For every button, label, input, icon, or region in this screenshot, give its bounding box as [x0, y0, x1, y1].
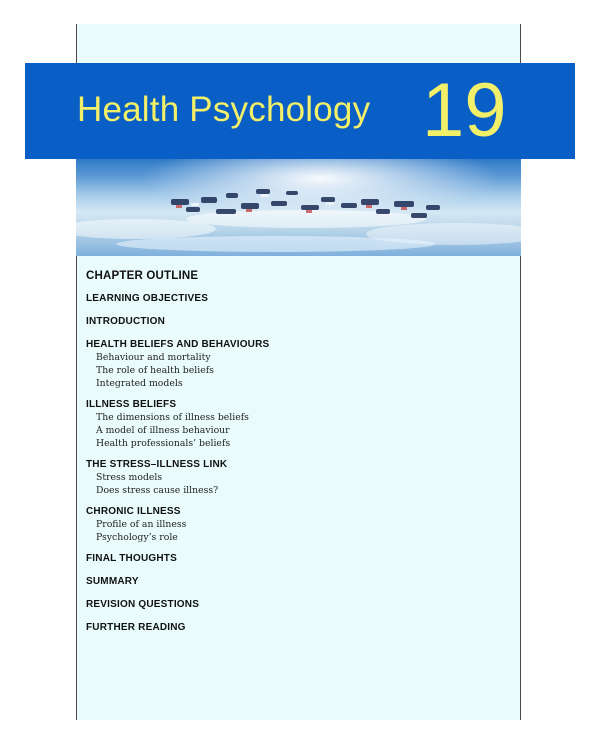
section-sub-item: Integrated models	[96, 378, 183, 389]
outline-section	[86, 599, 506, 611]
section-title: FINAL THOUGHTS	[86, 553, 177, 564]
outline-section	[86, 506, 506, 544]
outline-section	[86, 293, 506, 305]
section-sub-item: Behaviour and mortality	[96, 352, 211, 363]
section-sub-item: Does stress cause illness?	[96, 485, 219, 496]
outline-section	[86, 316, 506, 328]
section-sub-item: The dimensions of illness beliefs	[96, 412, 249, 423]
section-title: INTRODUCTION	[86, 316, 166, 327]
outline-section	[86, 622, 506, 634]
section-title: LEARNING OBJECTIVES	[86, 293, 209, 304]
section-sub-item: Profile of an illness	[96, 519, 187, 530]
outline-section	[86, 339, 506, 390]
chapter-image	[76, 159, 521, 256]
section-title: REVISION QUESTIONS	[86, 599, 200, 610]
outline-section	[86, 576, 506, 588]
outline-sections	[86, 293, 506, 634]
section-sub-item: Stress models	[96, 472, 163, 483]
chapter-title: Health Psychology	[77, 90, 371, 129]
chapter-number: 19	[422, 68, 507, 153]
section-title: THE STRESS–ILLNESS LINK	[86, 459, 228, 470]
section-title: ILLNESS BELIEFS	[86, 399, 177, 410]
section-sub-item: A model of illness behaviour	[96, 425, 230, 436]
sky-figures-image	[76, 159, 521, 256]
section-title: HEALTH BELIEFS AND BEHAVIOURS	[86, 339, 270, 350]
chapter-banner	[25, 63, 575, 159]
section-title: FURTHER READING	[86, 622, 186, 633]
section-title: SUMMARY	[86, 576, 139, 587]
section-sub-item: Psychology’s role	[96, 532, 178, 543]
outline-section	[86, 459, 506, 497]
section-title: CHRONIC ILLNESS	[86, 506, 181, 517]
outline-section	[86, 399, 506, 450]
outline-section	[86, 553, 506, 565]
section-sub-item: Health professionals’ beliefs	[96, 438, 231, 449]
outline-heading: CHAPTER OUTLINE	[86, 270, 199, 282]
section-sub-item: The role of health beliefs	[96, 365, 214, 376]
chapter-outline	[86, 270, 506, 645]
